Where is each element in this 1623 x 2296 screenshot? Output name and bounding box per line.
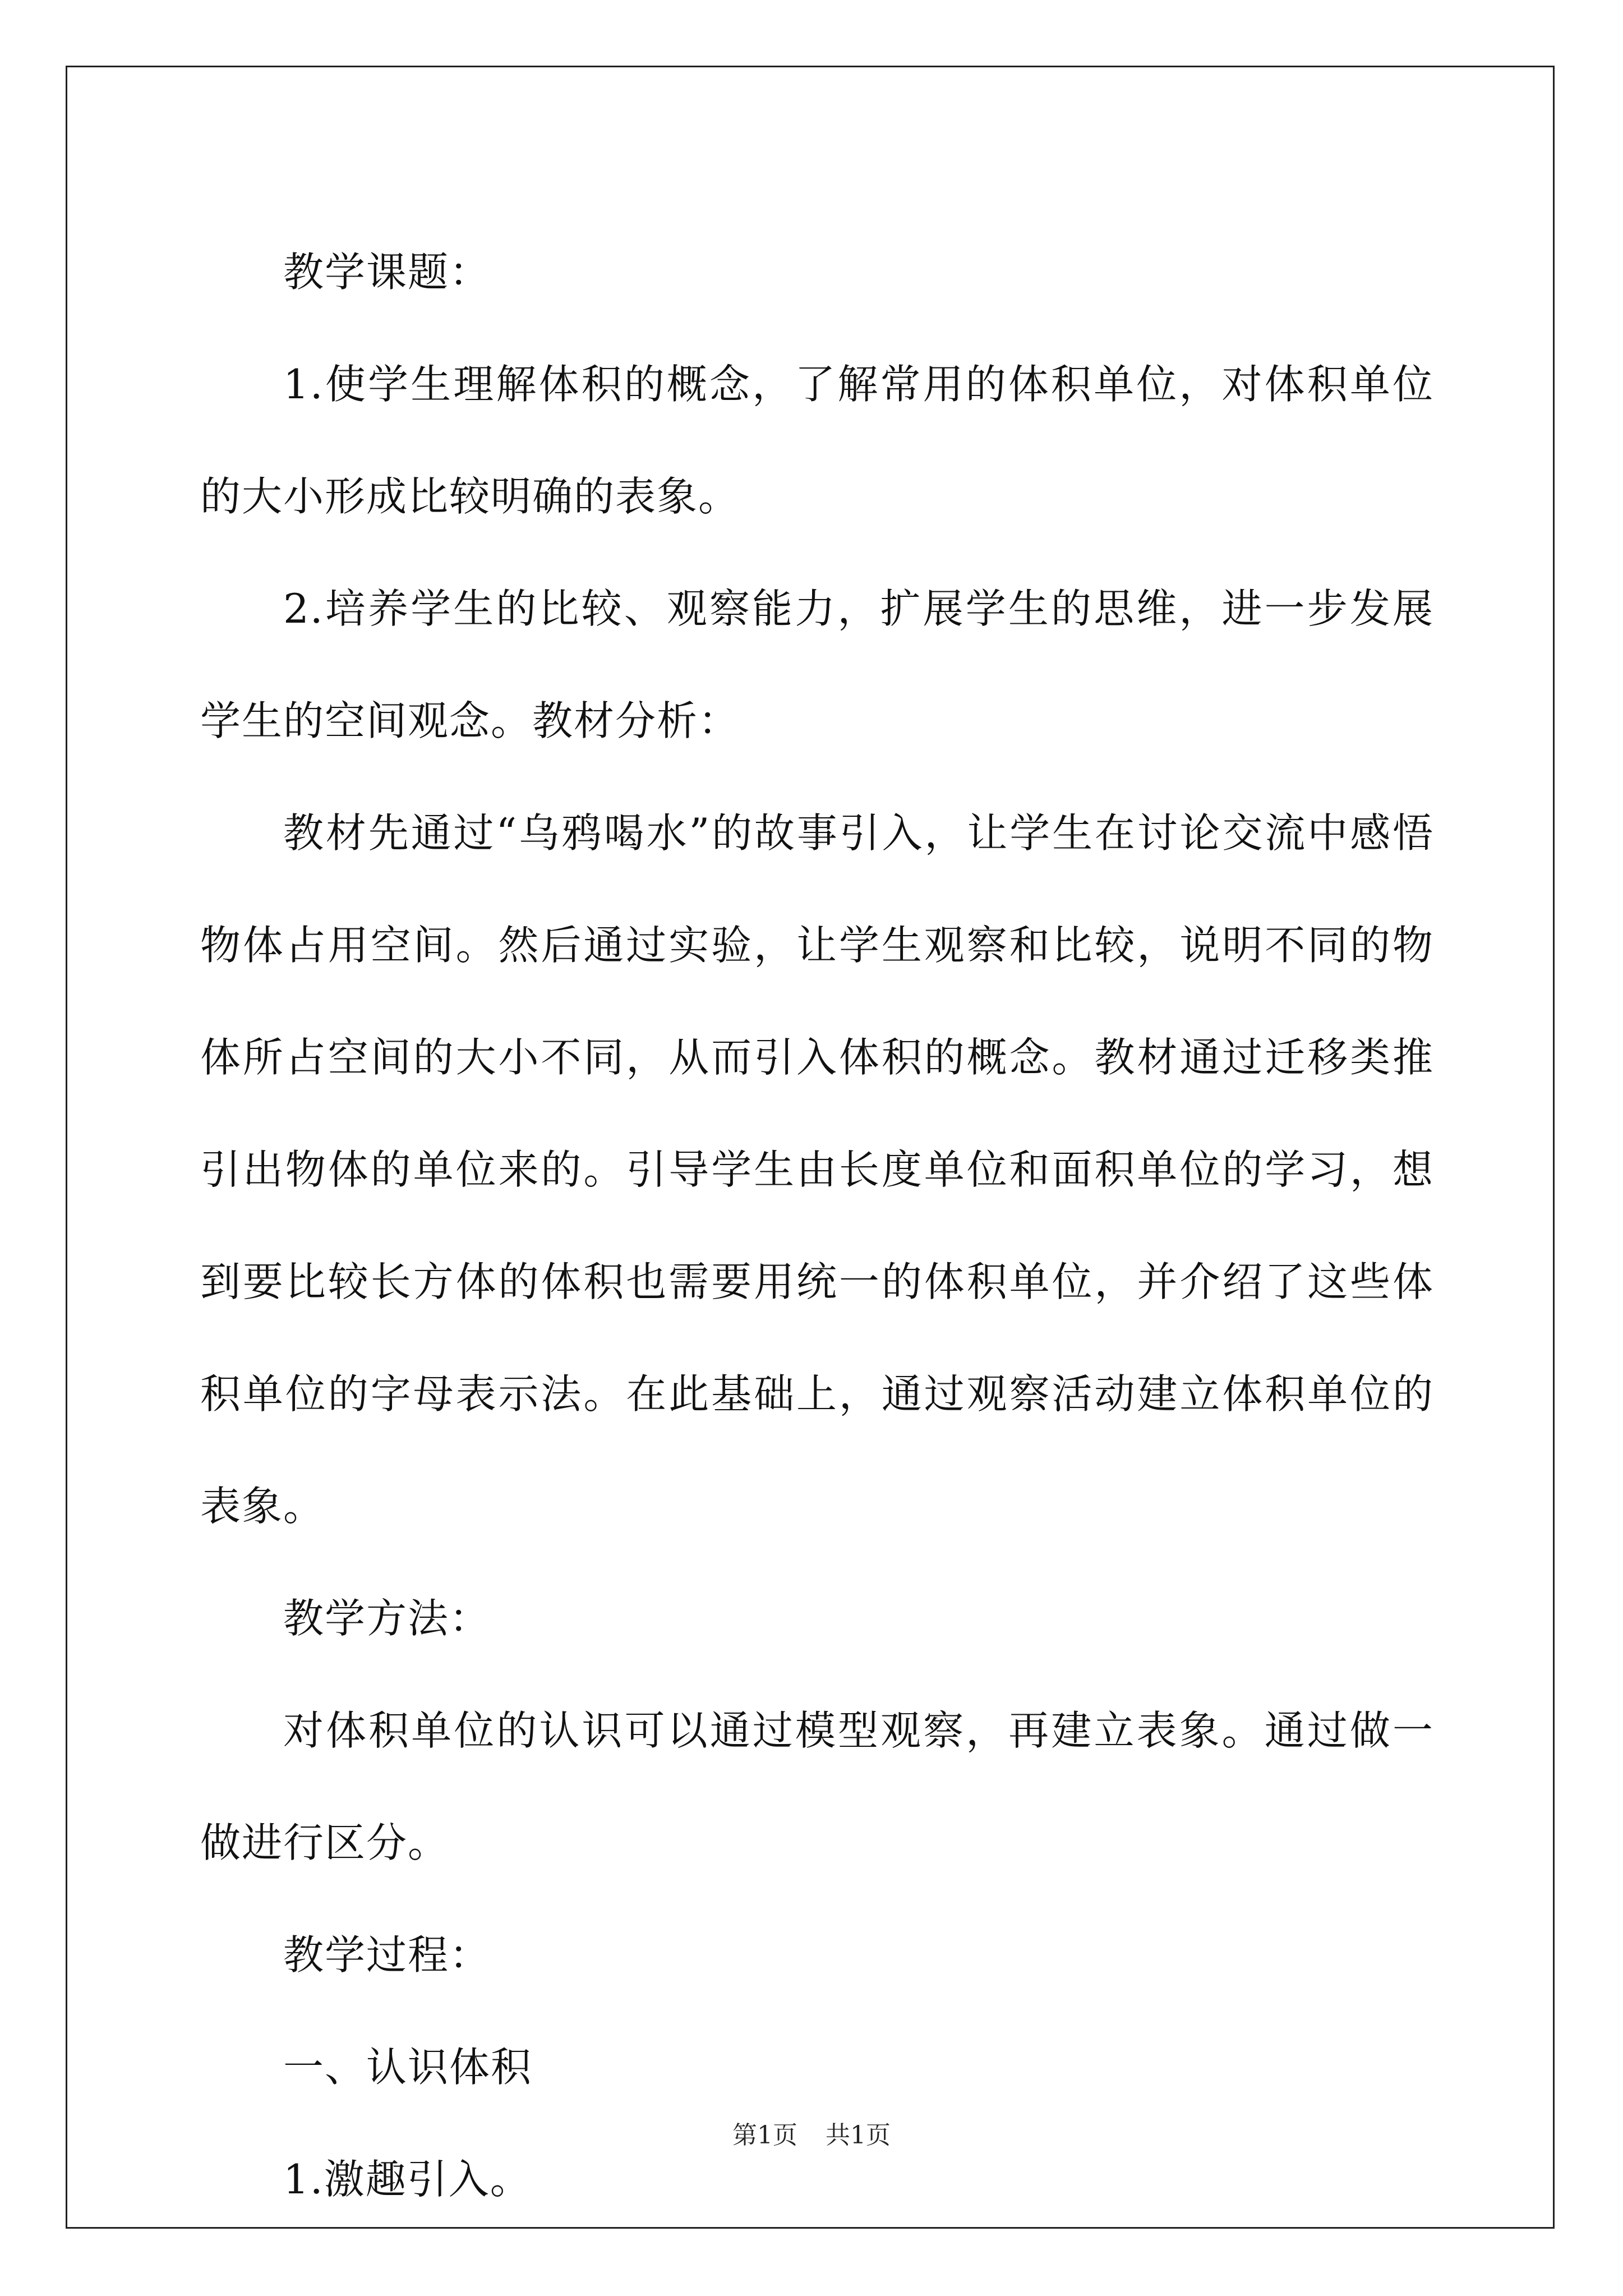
paragraph-step-1: 1.激趣引入。 [283, 2156, 532, 2203]
paragraph-teaching-method-heading: 教学方法： [283, 1595, 491, 1642]
paragraph-lesson-topic-heading: 教学课题： [283, 249, 491, 296]
paragraph-teaching-method: 对体积单位的认识可以通过模型观察，再建立表象。通过做一做进行区分。 [200, 1707, 1434, 1866]
paragraph-objective-2: 2.培养学生的比较、观察能力，扩展学生的思维，进一步发展学生的空间观念。教材分析： [200, 585, 1434, 744]
paragraph-textbook-analysis: 教材先通过“乌鸦喝水”的故事引入，让学生在讨论交流中感悟物体占用空间。然后通过实验，让学生观察和比较，说明不同的物体所占空间的大小不同，从而引入体积的概念。教材通过迁移类推引出物体的单位来的。引导学生由长度单位和面积单位的学习，想到要比较长方体的体积也需要用统一的体积单位，并介绍了这些体积单位的字母表示法。在此基础上，通过观察活动建立体积单位的表象。 [200, 809, 1434, 1530]
paragraph-objective-1: 1.使学生理解体积的概念，了解常用的体积单位，对体积单位的大小形成比较明确的表象。 [200, 361, 1434, 520]
page-footer [0, 2115, 1623, 2151]
document-body [200, 216, 1434, 2235]
page-total: 共1页 [826, 2121, 891, 2150]
page-number: 第1页 [732, 2121, 797, 2150]
paragraph-section-1-heading: 一、认识体积 [283, 2044, 533, 2091]
paragraph-teaching-process-heading: 教学过程： [283, 1931, 491, 1978]
